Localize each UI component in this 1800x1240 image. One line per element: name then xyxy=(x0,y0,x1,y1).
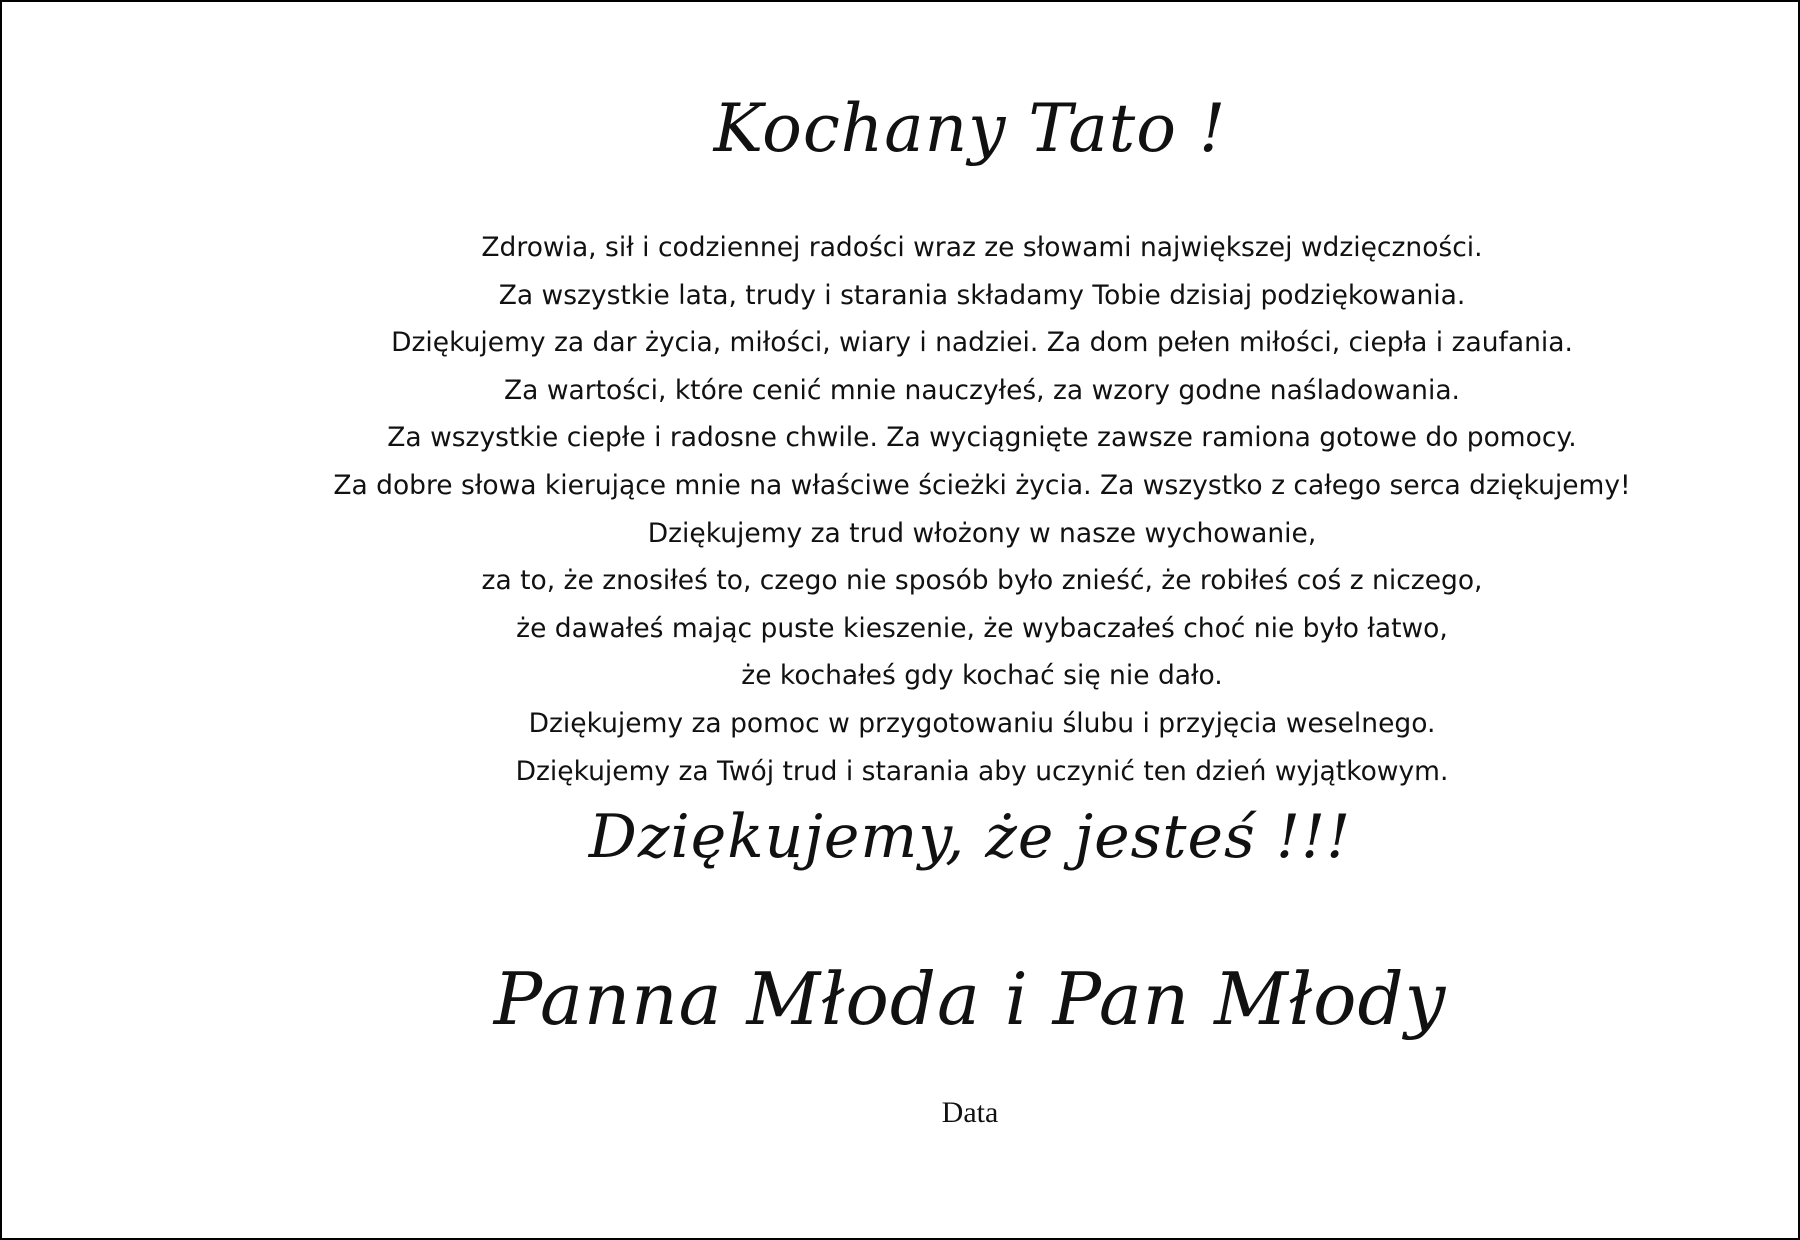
body-line: Za wszystkie ciepłe i radosne chwile. Za wyciągnięte zawsze ramiona gotowe do pomocy. xyxy=(387,422,1577,454)
body-line: Za dobre słowa kierujące mnie na właściwe ścieżki życia. Za wszystko z całego serca dziękujemy! xyxy=(333,469,1631,501)
body-line: Zdrowia, sił i codziennej radości wraz ze słowami największej wdzięczności. xyxy=(481,232,1483,263)
card-body xyxy=(232,224,1732,795)
body-line: że kochałeś gdy kochać się nie dało. xyxy=(741,660,1223,692)
date-placeholder: Data xyxy=(941,1096,999,1129)
body-line: Dziękujemy za trud włożony w nasze wychowanie, xyxy=(647,517,1317,549)
closing-phrase: Dziękujemy, że jesteś !!! xyxy=(588,802,1352,872)
signature: Panna Młoda i Pan Młody xyxy=(493,957,1447,1041)
body-line: Za wszystkie lata, trudy i starania składamy Tobie dzisiaj podziękowania. xyxy=(498,279,1466,311)
card-content xyxy=(2,2,1798,1238)
body-line: Dziękujemy za pomoc w przygotowaniu ślubu i przyjęcia weselnego. xyxy=(528,707,1436,739)
body-line: Dziękujemy za dar życia, miłości, wiary i nadziei. Za dom pełen miłości, ciepła i zaufania. xyxy=(391,327,1573,359)
card-heading: Kochany Tato ! xyxy=(713,90,1227,167)
body-line: Za wartości, które cenić mnie nauczyłeś, za wzory godne naśladowania. xyxy=(504,374,1460,406)
body-line: że dawałeś mając puste kieszenie, że wybaczałeś choć nie było łatwo, xyxy=(516,612,1448,644)
body-line: Dziękujemy za Twój trud i starania aby uczynić ten dzień wyjątkowym. xyxy=(515,755,1449,787)
body-line: za to, że znosiłeś to, czego nie sposób było znieść, że robiłeś coś z niczego, xyxy=(481,565,1483,597)
